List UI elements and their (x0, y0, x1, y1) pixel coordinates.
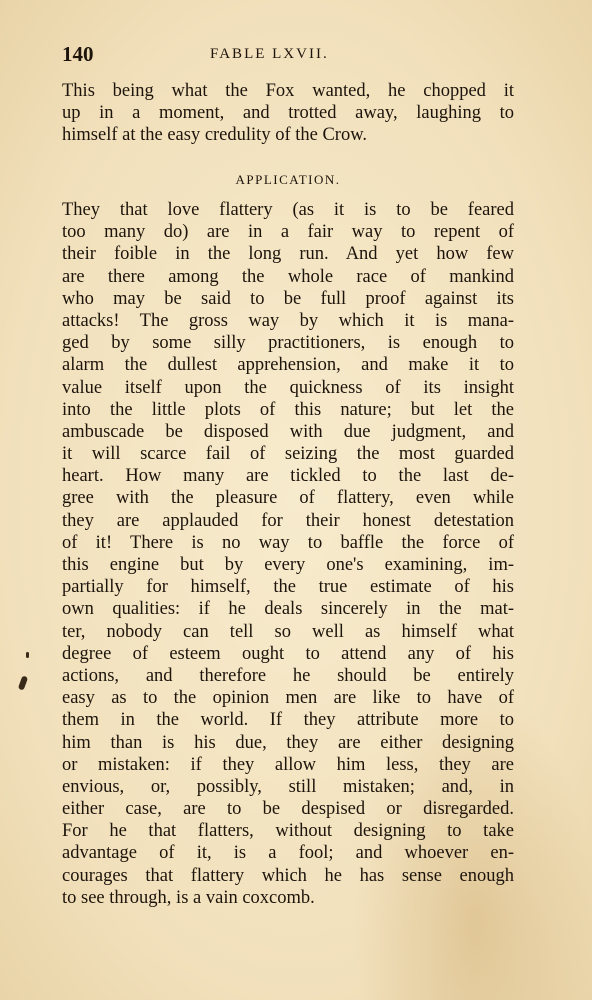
text-line: heart. How many are tickled to the last de- (62, 466, 514, 487)
text-line: him than is his due, they are either designing (62, 732, 514, 753)
text-line: ambuscade be disposed with due judgment, and (62, 421, 514, 442)
text-line: to see through, is a vain coxcomb. (62, 887, 315, 908)
text-line: For he that flatters, without designing to take (62, 821, 514, 842)
text-line: courages that flattery which he has sense enough (62, 865, 514, 886)
text-line: partially for himself, the true estimate of his (62, 577, 514, 598)
text-line: advantage of it, is a fool; and whoever en- (62, 843, 514, 864)
text-line: are there among the whole race of mankind (62, 266, 514, 287)
text-line: too many do) are in a fair way to repent of (62, 222, 514, 243)
text-line: They that love flattery (as it is to be feared (62, 200, 514, 220)
intro-paragraph (62, 80, 514, 147)
text-line: them in the world. If they attribute more to (62, 710, 514, 731)
text-line: it will scarce fail of seizing the most guarded (62, 444, 514, 465)
text-line: into the little plots of this nature; but let the (62, 399, 514, 420)
page-number: 140 (62, 42, 94, 66)
margin-ink-mark (26, 652, 29, 658)
text-line: their foible in the long run. And yet how few (62, 244, 514, 265)
text-line: either case, are to be despised or disregarded. (62, 799, 514, 820)
application-paragraph (62, 199, 514, 909)
text-line: attacks! The gross way by which it is mana- (62, 310, 514, 331)
text-line: actions, and therefore he should be entirely (62, 665, 514, 686)
text-line: this engine but by every one's examining, im- (62, 555, 514, 575)
text-line: up in a moment, and trotted away, laughing to (62, 103, 514, 124)
text-line: gree with the pleasure of flattery, even while (62, 488, 514, 509)
text-line: degree of esteem ought to attend any of his (62, 643, 514, 664)
text-line: they are applauded for their honest detestation (62, 510, 514, 531)
text-line: of it! There is no way to baffle the force of (62, 532, 514, 553)
text-line: easy as to the opinion men are like to have of (62, 688, 514, 709)
text-line: ter, nobody can tell so well as himself what (62, 621, 514, 642)
text-line: This being what the Fox wanted, he chopped it (62, 81, 514, 101)
text-line: own qualities: if he deals sincerely in the mat- (62, 599, 514, 620)
running-head: FABLE LXVII. (210, 46, 329, 62)
page-header (62, 42, 522, 72)
text-line: envious, or, possibly, still mistaken; and, in (62, 776, 514, 797)
text-line: or mistaken: if they allow him less, they are (62, 754, 514, 775)
text-line: himself at the easy credulity of the Crow. (62, 125, 367, 146)
margin-ink-mark (18, 675, 28, 690)
section-heading: APPLICATION. (235, 172, 341, 187)
text-line: who may be said to be full proof against its (62, 288, 514, 309)
text-line: alarm the dullest apprehension, and make it to (62, 355, 514, 376)
text-line: ged by some silly practitioners, is enough to (62, 333, 514, 354)
text-line: value itself upon the quickness of its insight (62, 377, 514, 398)
